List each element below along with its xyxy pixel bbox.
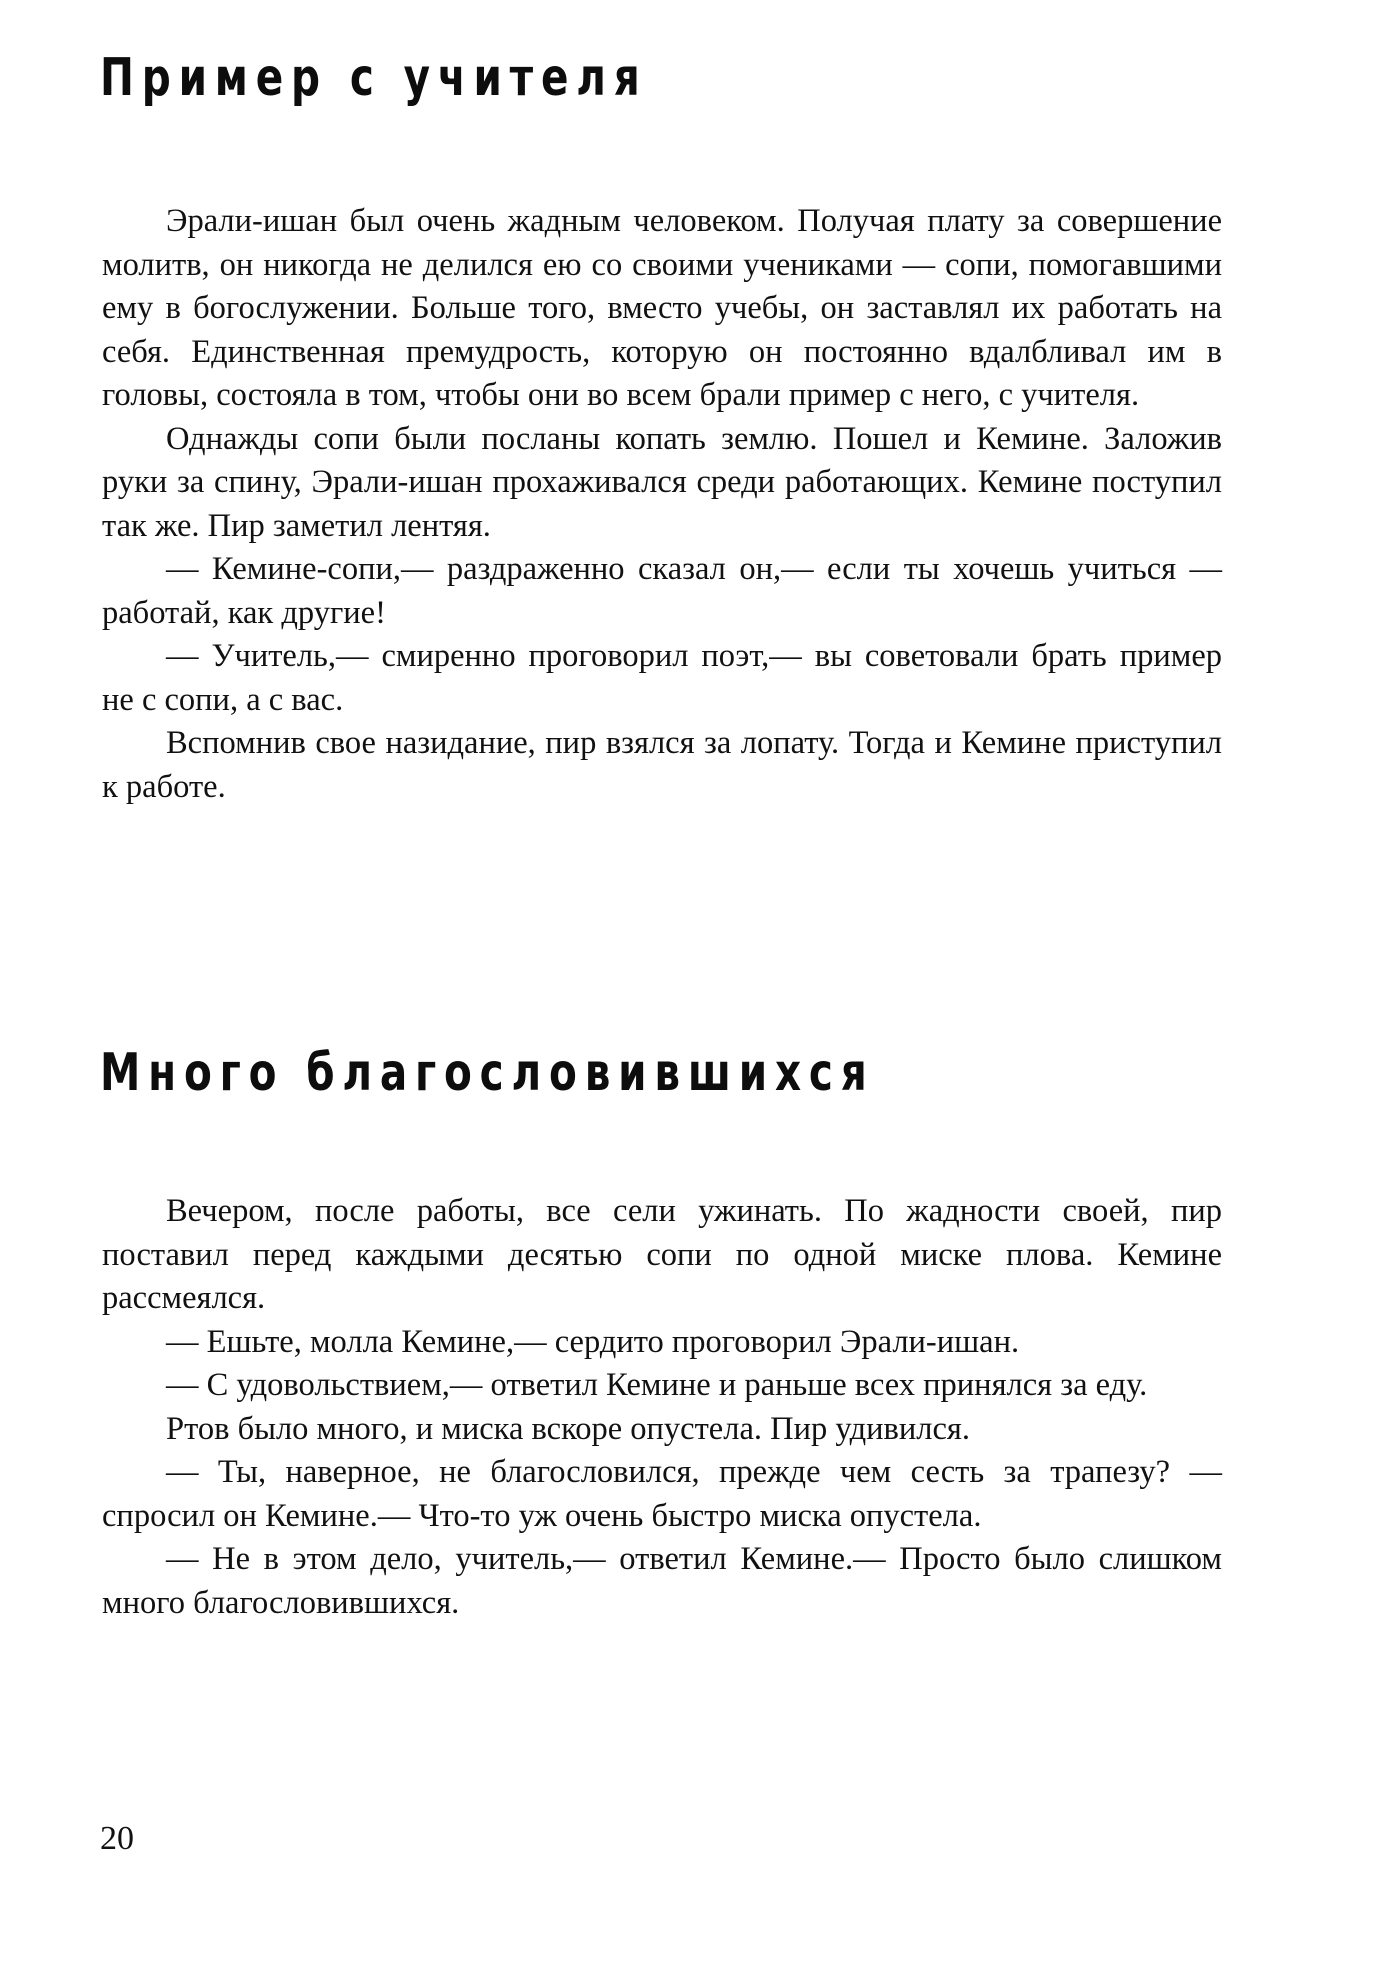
section-title-many-blessed: Много благословившихся: [100, 1043, 875, 1103]
paragraph: Вспомнив свое назидание, пир взялся за лопату. Тогда и Кемине приступил к работе.: [102, 725, 1222, 805]
paragraph: Ртов было много, и миска вскоре опустела. Пир удивился.: [166, 1410, 970, 1447]
paragraph: — С удовольствием,— ответил Кемине и раньше всех принялся за еду.: [166, 1367, 1148, 1403]
paragraph: Вечером, после работы, все сели ужинать. По жадности своей, пир поставил перед каждыми десятью сопи по одной миске плова. Кемине рассмеялся.: [102, 1193, 1222, 1316]
paragraph: Эрали-ишан был очень жадным человеком. Получая плату за совершение молитв, он никогда не делился ею со своими учениками — сопи, помогавшими ему в богослужении. Больше того, вместо учебы, он заставлял их работать на себя. Единственная премудрость, которую он постоянно вдалбливал им в головы, состояла в том, чтобы они во всем брали пример с него, с учителя.: [102, 203, 1222, 413]
paragraph: — Ты, наверное, не благословился, прежде чем сесть за трапезу? — спросил он Кемине.— Что-то уж очень быстро миска опустела.: [102, 1454, 1222, 1534]
section-title-example: Пример с учителя: [100, 48, 648, 108]
paragraph: — Не в этом дело, учитель,— ответил Кемине.— Просто было слишком много благословившихся.: [102, 1541, 1222, 1621]
paragraph: Однажды сопи были посланы копать землю. Пошел и Кемине. Заложив руки за спину, Эрали-ишан прохаживался среди работающих. Кемине поступил так же. Пир заметил лентяя.: [102, 420, 1222, 544]
paragraph: — Ешьте, молла Кемине,— сердито проговорил Эрали-ишан.: [166, 1323, 1020, 1360]
story-example-from-teacher: [102, 200, 1222, 809]
page-number: 20: [100, 1820, 134, 1857]
story-many-blessed: [102, 1190, 1222, 1625]
paragraph: — Учитель,— смиренно проговорил поэт,— вы советовали брать пример не с сопи, а с вас.: [102, 638, 1222, 718]
paragraph: — Кемине-сопи,— раздраженно сказал он,— если ты хочешь учиться — работай, как другие!: [102, 551, 1222, 631]
